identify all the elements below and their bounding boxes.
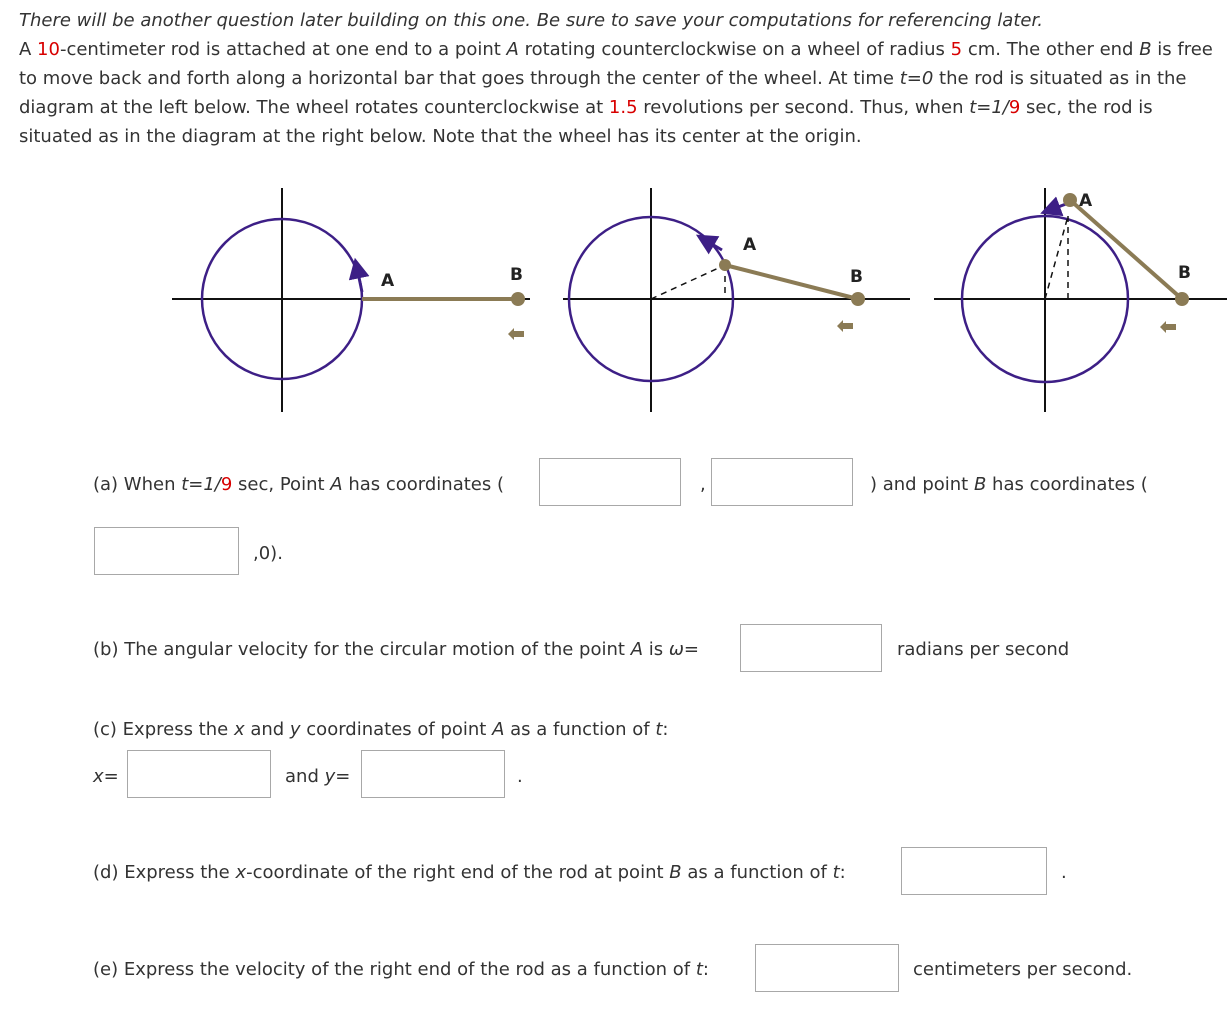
rotation-arrow [1050, 204, 1066, 210]
x-eq-label: x= [93, 766, 119, 787]
y-function-input[interactable] [361, 750, 505, 798]
question-b-unit: radians per second [897, 639, 1070, 660]
radius-dashed [651, 265, 725, 299]
question-a-end: ,0). [253, 543, 283, 564]
label-a: A [743, 235, 757, 255]
question-e-text: (e) Express the velocity of the right end of the rod as a function of t: [93, 959, 709, 980]
question-d-period: . [1061, 862, 1067, 883]
rod [725, 265, 858, 299]
omega-input[interactable] [740, 624, 882, 672]
label-b: B [510, 265, 523, 285]
rotation-arrow [705, 240, 722, 250]
answer-a-y-input[interactable] [711, 458, 853, 506]
rod-end-b [1175, 292, 1189, 306]
rotation-arrow [357, 268, 362, 292]
question-b-text: (b) The angular velocity for the circular motion of the point A is ω= [93, 639, 700, 660]
label-a: A [381, 271, 395, 291]
question-a-text: (a) When t=1/9 sec, Point A has coordinates ( [93, 474, 504, 495]
point-a [1063, 193, 1077, 207]
diagram-panel-middle [563, 188, 910, 412]
comma-separator: , [700, 474, 706, 495]
rod-length-value: 10 [37, 39, 60, 60]
label-a: A [1079, 191, 1093, 211]
rev-rate-value: 1.5 [608, 97, 638, 118]
question-a-text-2: ) and point B has coordinates ( [870, 474, 1148, 495]
slide-arrow-icon [1160, 321, 1176, 333]
answer-a-x-input[interactable] [539, 458, 681, 506]
intro-note: There will be another question later building on this one. Be sure to save your computations for referencing later. [19, 10, 1043, 31]
label-b: B [1178, 263, 1191, 283]
point-a [719, 259, 731, 271]
radius-dashed [1045, 216, 1068, 299]
slide-arrow-icon [837, 320, 853, 332]
slide-arrow-icon [508, 328, 524, 340]
radius-value: 5 [950, 39, 963, 60]
and-y-label: and y= [285, 766, 351, 787]
problem-intro [19, 6, 1214, 151]
rod-end-b [851, 292, 865, 306]
label-b: B [850, 267, 863, 287]
x-function-input[interactable] [127, 750, 271, 798]
question-c-period: . [517, 766, 523, 787]
rod-end-b [511, 292, 525, 306]
question-c-text: (c) Express the x and y coordinates of point A as a function of t: [93, 719, 669, 740]
velocity-function-input[interactable] [755, 944, 899, 992]
diagram-panel-right [934, 188, 1227, 412]
question-d-text: (d) Express the x-coordinate of the right end of the rod at point B as a function of t: [93, 862, 846, 883]
intro-statement: A 10-centimeter rod is attached at one end to a point A rotating counterclockwise on a wheel of radius 5 cm. The other end B is free to move back and forth along a horizontal bar that goes through the center of the wheel. At time t=0 the rod is situated as in the diagram at the left below. The wheel rotates counterclockwise at 1.5 revolutions per second. Thus, when t=1/9 sec, the rod is situated as in the diagram at the right below. Note that the wheel has its center at the origin. [19, 39, 1213, 147]
rod-wheel-diagram [0, 170, 1227, 420]
question-e-unit: centimeters per second. [913, 959, 1133, 980]
b-x-function-input[interactable] [901, 847, 1047, 895]
answer-b-x-input[interactable] [94, 527, 239, 575]
diagram-panel-left [172, 188, 530, 412]
